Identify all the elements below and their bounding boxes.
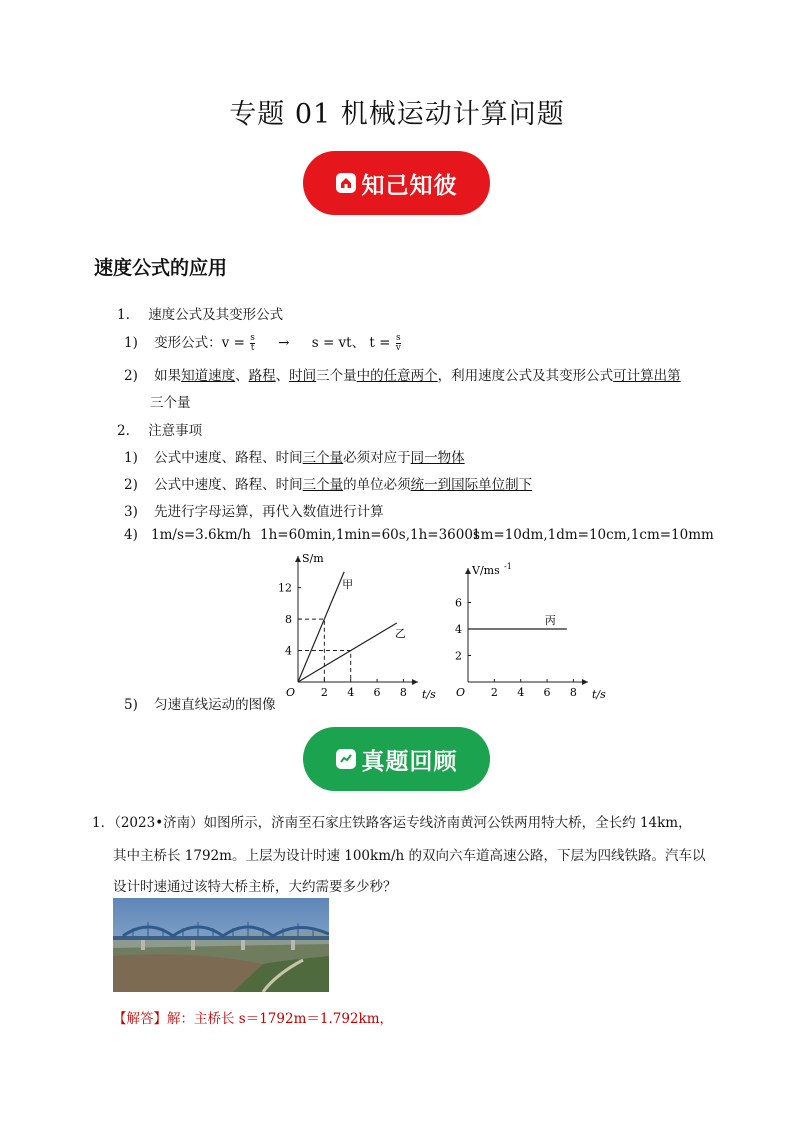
home-icon xyxy=(336,173,356,193)
item-number: 2) xyxy=(124,477,138,493)
y-tick-label: 6 xyxy=(455,596,462,610)
text: 公式中速度、路程、时间 xyxy=(154,450,303,466)
item-number: 2. xyxy=(117,423,130,439)
x-tick-label: 8 xyxy=(399,686,407,699)
numerator: s xyxy=(395,333,401,343)
x-axis-arrow xyxy=(582,679,588,685)
unit-conversion: 1m/s=3.6km/h xyxy=(151,527,251,543)
question-text: （2023•济南）如图所示，济南至石家庄铁路客运专线济南黄河公铁两用特大桥，全长约 14km， xyxy=(114,815,692,831)
y-tick-label: 12 xyxy=(278,581,292,595)
list-item xyxy=(124,527,714,543)
y-tick-label: 4 xyxy=(285,644,292,658)
underlined-text: 统一到国际单位制下 xyxy=(410,477,533,493)
banner-know-yourself xyxy=(303,151,490,215)
y-tick-label: 8 xyxy=(285,613,292,627)
x-axis-label: t/s xyxy=(422,688,436,701)
list-item xyxy=(124,473,532,493)
chart-distance-time xyxy=(270,548,440,706)
x-tick-label: 6 xyxy=(373,686,381,699)
text: 匀速直线运动的图像 xyxy=(154,697,276,713)
formula-label: 变形公式：v = xyxy=(154,335,245,351)
x-tick-label: 2 xyxy=(320,686,328,699)
series-label: 甲 xyxy=(342,577,354,591)
list-item-continued xyxy=(150,391,191,411)
text: 必须对应于 xyxy=(343,450,411,466)
text: 如果 xyxy=(154,368,182,384)
item-number: 2) xyxy=(124,368,138,384)
underlined-text: 路程 xyxy=(248,368,276,384)
denominator: t xyxy=(250,343,255,353)
answer-tag: 【解答】 xyxy=(113,1011,167,1027)
question-number: 1． xyxy=(92,815,115,831)
y-axis-arrow xyxy=(465,568,471,574)
item-number: 5) xyxy=(124,697,138,713)
underlined-text: 知道速度 xyxy=(181,368,236,384)
unit-conversion: 1m=10dm,1dm=10cm,1cm=10mm xyxy=(472,527,714,543)
item-number: 1. xyxy=(117,307,130,323)
y-axis-label-sup: -1 xyxy=(504,562,512,571)
list-item xyxy=(124,364,681,384)
text: 的单位必须 xyxy=(343,477,411,493)
fraction-v xyxy=(250,334,255,353)
answer-line xyxy=(113,1007,393,1027)
text: 公式中速度、路程、时间 xyxy=(154,477,303,493)
underlined-text: 三个量 xyxy=(302,450,344,466)
chart-velocity-time xyxy=(440,548,610,706)
text: 三个量 xyxy=(316,368,357,384)
item-text: 速度公式及其变形公式 xyxy=(148,307,284,323)
section-heading: 速度公式的应用 xyxy=(94,257,228,279)
banner-label: 知己知彼 xyxy=(361,172,458,199)
text: 、 xyxy=(235,368,249,384)
item-number: 4) xyxy=(124,527,138,543)
unit-conversion: 1h=60min,1min=60s,1h=3600s xyxy=(260,527,480,543)
text: ，利用速度公式及其变形公式 xyxy=(437,368,614,384)
list-item xyxy=(124,500,384,520)
question-line xyxy=(92,811,692,831)
list-item xyxy=(124,693,276,713)
item-number: 1) xyxy=(124,335,138,351)
underlined-text: 时间 xyxy=(289,368,317,384)
item-number: 1) xyxy=(124,450,138,466)
question-line: 其中主桥长 1792m。上层为设计时速 100km/h 的双向六车道高速公路，下层为四线铁路。汽车以 xyxy=(113,848,706,864)
item-number: 3) xyxy=(124,504,138,520)
x-tick-label: 4 xyxy=(347,686,355,699)
underlined-text: 三个量 xyxy=(302,477,344,493)
banner-past-exams xyxy=(303,727,490,791)
series-line xyxy=(298,572,344,682)
fraction-t xyxy=(396,334,401,353)
origin-label: O xyxy=(456,686,466,699)
x-tick-label: 4 xyxy=(517,686,525,699)
y-tick-label: 4 xyxy=(455,623,462,636)
x-axis-label: t/s xyxy=(592,688,606,701)
y-axis-label: S/m xyxy=(302,552,324,565)
underlined-text: 中的任意两个 xyxy=(356,368,438,384)
numerator: s xyxy=(250,333,255,343)
x-tick-label: 6 xyxy=(543,686,551,699)
question-line: 设计时速通过该特大桥主桥，大约需要多少秒？ xyxy=(113,879,397,895)
x-axis-arrow xyxy=(412,679,418,685)
series-label: 丙 xyxy=(544,614,556,627)
x-tick-label: 2 xyxy=(490,686,498,699)
y-tick-label: 2 xyxy=(455,649,462,663)
y-axis-arrow xyxy=(295,556,301,562)
underlined-text: 可计算出第 xyxy=(613,368,681,384)
series-label: 乙 xyxy=(394,627,406,640)
text: 先进行字母运算，再代入数值进行计算 xyxy=(154,504,384,520)
list-item xyxy=(124,446,465,466)
page-title: 专题 01 机械运动计算问题 xyxy=(229,99,565,130)
chart-icon xyxy=(336,749,356,769)
list-item xyxy=(117,303,283,323)
series-line xyxy=(298,623,397,682)
text: 三个量 xyxy=(150,395,191,411)
list-item xyxy=(117,419,202,439)
answer-text: 解：主桥长 s＝1792m＝1.792km， xyxy=(167,1011,394,1027)
formula-s: s = vt、 t = xyxy=(311,335,391,351)
denominator: v xyxy=(395,343,401,353)
banner-label: 真题回顾 xyxy=(361,748,458,775)
y-axis-label: V/ms xyxy=(472,564,500,577)
text: 、 xyxy=(275,368,290,384)
item-text: 注意事项 xyxy=(148,423,203,439)
bridge-photo xyxy=(113,898,329,992)
origin-label: O xyxy=(286,686,296,699)
x-tick-label: 8 xyxy=(569,686,577,699)
arrow-icon: → xyxy=(278,335,290,351)
list-item xyxy=(124,331,402,353)
underlined-text: 同一物体 xyxy=(410,450,465,466)
